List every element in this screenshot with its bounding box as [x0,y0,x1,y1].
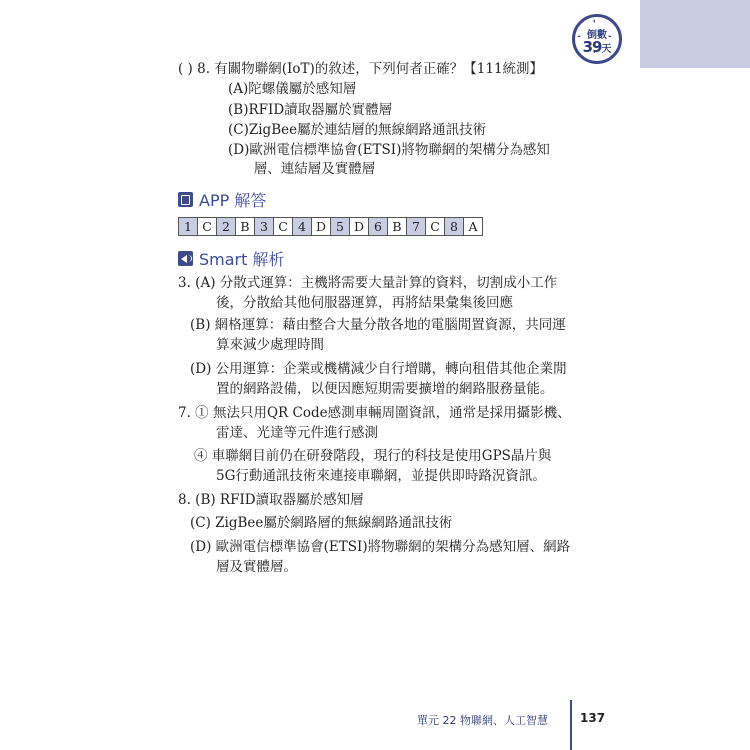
tablet-icon [178,192,193,207]
analysis-line: 雷達、光達等元件進行感測 [216,425,378,441]
analysis-line: 層及實體層。 [216,559,297,575]
answer-value: B [236,218,255,236]
answer-value: B [388,218,407,236]
app-section-title: APP 解答 [178,188,266,211]
answer-value: A [464,218,483,236]
countdown-label: 倒數 [587,30,607,41]
analysis-line: (D) 歐洲電信標準協會(ETSI)將物聯網的架構分為感知層、網路 [190,539,571,555]
answer-value: C [274,218,293,236]
analysis-line: 算來減少處理時間 [216,337,324,353]
answer-num: 2 [217,218,236,236]
answer-value: C [198,218,217,236]
countdown-badge [572,14,622,64]
analysis-line: 3. (A) 分散式運算：主機將需要大量計算的資料，切割成小工作 [178,275,558,291]
option-d: (D)歐洲電信標準協會(ETSI)將物聯網的架構分為感知 [228,142,550,158]
page-number: 137 [580,711,606,725]
answer-value: D [312,218,331,236]
analysis-line: (D) 公用運算：企業或機構減少自行增購，轉向租借其他企業閒 [190,361,567,377]
analysis-line: ④ 車聯網目前仍在研發階段，現行的科技是使用GPS晶片與 [194,448,552,464]
analysis-line: 置的網路設備，以便因應短期需要擴增的網路服務量能。 [216,381,554,397]
smart-section-title: Smart 解析 [178,247,285,270]
footer-divider [570,700,572,750]
answer-num: 7 [407,218,426,236]
analysis-line: (C) ZigBee屬於網路層的無線網路通訊技術 [190,515,453,531]
answer-num: 3 [255,218,274,236]
footer-unit-title: 單元 22 物聯網、人工智慧 [417,714,548,727]
countdown-days: 39天 [582,38,612,56]
speaker-icon [178,251,193,266]
answer-num: 5 [331,218,350,236]
answer-num: 6 [369,218,388,236]
analysis-line: 後，分散給其他伺服器運算，再將結果彙集後回應 [216,295,513,311]
analysis-line: 7. ① 無法只用QR Code感測車輛周圍資訊，通常是採用攝影機、 [178,405,571,421]
answer-value: C [426,218,445,236]
analysis-line: (B) 網格運算：藉由整合大量分散各地的電腦閒置資源，共同運 [190,317,566,333]
analysis-line: 8. (B) RFID讀取器屬於感知層 [178,492,364,508]
option-d-cont: 層、連結層及實體層 [228,161,376,177]
answer-num: 4 [293,218,312,236]
corner-tab [640,0,750,68]
answer-num: 8 [445,218,464,236]
option-c: (C)ZigBee屬於連結層的無線網路通訊技術 [228,122,487,138]
answer-table [178,217,483,236]
analysis-line: 5G行動通訊技術來連接車聯網，並提供即時路況資訊。 [216,468,546,484]
option-a: (A)陀螺儀屬於感知層 [228,81,357,97]
answer-num: 1 [179,218,198,236]
option-b: (B)RFID讀取器屬於實體層 [228,102,393,118]
question-head: ( ) 8. 有關物聯網(IoT)的敘述，下列何者正確？【111統測】 [178,61,544,77]
answer-value: D [350,218,369,236]
